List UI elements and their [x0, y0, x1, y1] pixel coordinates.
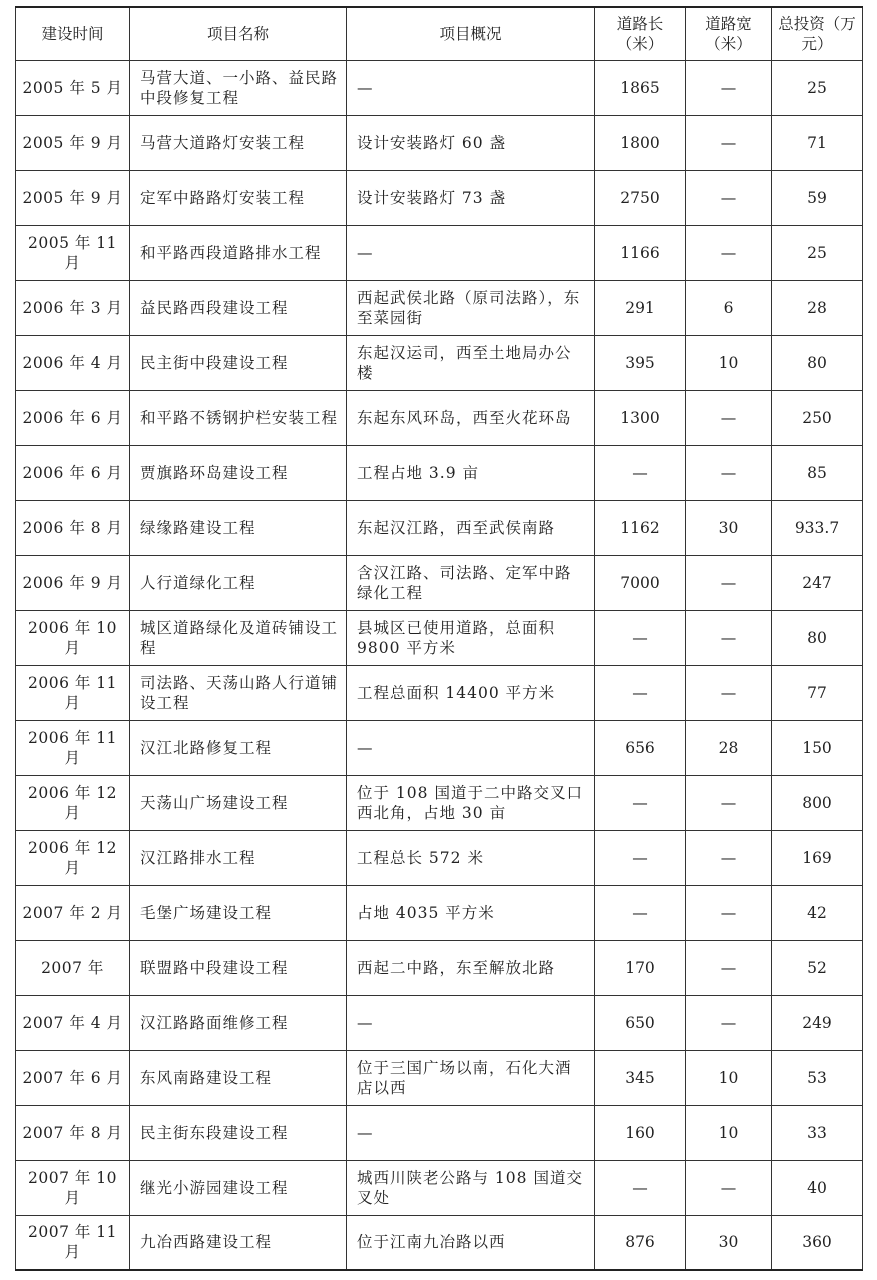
table-row — [16, 390, 863, 445]
cell-project-name: 定军中路路灯安装工程 — [130, 170, 347, 225]
cell-road-width: 30 — [686, 500, 772, 555]
cell-total-investment: 25 — [772, 225, 863, 280]
cell-road-length: 876 — [595, 1215, 686, 1270]
cell-road-length: 1865 — [595, 60, 686, 115]
cell-date: 2006 年 9 月 — [16, 555, 130, 610]
cell-date: 2006 年 12 月 — [16, 775, 130, 830]
cell-road-length: 1300 — [595, 390, 686, 445]
cell-project-overview: 含汉江路、司法路、定军中路绿化工程 — [347, 555, 595, 610]
cell-project-name: 九冶西路建设工程 — [130, 1215, 347, 1270]
cell-total-investment: 25 — [772, 60, 863, 115]
table-row — [16, 60, 863, 115]
header-project-name: 项目名称 — [130, 7, 347, 60]
cell-date: 2006 年 12 月 — [16, 830, 130, 885]
header-road-length: 道路长（米） — [595, 7, 686, 60]
cell-date: 2007 年 2 月 — [16, 885, 130, 940]
cell-road-width: — — [686, 940, 772, 995]
cell-project-overview: 位于江南九冶路以西 — [347, 1215, 595, 1270]
cell-road-length: 345 — [595, 1050, 686, 1105]
cell-project-name: 和平路不锈钢护栏安装工程 — [130, 390, 347, 445]
cell-road-length: — — [595, 665, 686, 720]
cell-date: 2005 年 9 月 — [16, 170, 130, 225]
cell-road-width: 10 — [686, 1105, 772, 1160]
cell-road-length: 1162 — [595, 500, 686, 555]
cell-road-width: — — [686, 610, 772, 665]
cell-date: 2005 年 9 月 — [16, 115, 130, 170]
cell-total-investment: 33 — [772, 1105, 863, 1160]
cell-road-length: 2750 — [595, 170, 686, 225]
cell-road-width: — — [686, 60, 772, 115]
cell-project-name: 汉江路路面维修工程 — [130, 995, 347, 1050]
cell-project-name: 马营大道路灯安装工程 — [130, 115, 347, 170]
table-row — [16, 280, 863, 335]
cell-date: 2007 年 8 月 — [16, 1105, 130, 1160]
cell-project-overview: — — [347, 225, 595, 280]
cell-project-overview: 占地 4035 平方米 — [347, 885, 595, 940]
table-row — [16, 885, 863, 940]
cell-total-investment: 360 — [772, 1215, 863, 1270]
cell-road-width: 30 — [686, 1215, 772, 1270]
table-row — [16, 1160, 863, 1215]
table-row — [16, 115, 863, 170]
cell-project-overview: 设计安装路灯 60 盏 — [347, 115, 595, 170]
cell-project-name: 城区道路绿化及道砖铺设工程 — [130, 610, 347, 665]
cell-road-length: 395 — [595, 335, 686, 390]
cell-total-investment: 53 — [772, 1050, 863, 1105]
table-row — [16, 335, 863, 390]
cell-total-investment: 80 — [772, 610, 863, 665]
cell-date: 2007 年 10 月 — [16, 1160, 130, 1215]
table-body — [16, 60, 863, 1270]
cell-project-overview: 设计安装路灯 73 盏 — [347, 170, 595, 225]
cell-total-investment: 85 — [772, 445, 863, 500]
header-project-overview: 项目概况 — [347, 7, 595, 60]
header-road-width: 道路宽（米） — [686, 7, 772, 60]
cell-road-width: — — [686, 555, 772, 610]
cell-project-overview: 东起汉江路，西至武侯南路 — [347, 500, 595, 555]
cell-project-name: 民主街东段建设工程 — [130, 1105, 347, 1160]
cell-project-overview: 县城区已使用道路，总面积 9800 平方米 — [347, 610, 595, 665]
header-date: 建设时间 — [16, 7, 130, 60]
cell-total-investment: 77 — [772, 665, 863, 720]
cell-project-name: 东风南路建设工程 — [130, 1050, 347, 1105]
cell-road-width: — — [686, 170, 772, 225]
cell-date: 2007 年 6 月 — [16, 1050, 130, 1105]
cell-project-name: 毛堡广场建设工程 — [130, 885, 347, 940]
cell-project-overview: 城西川陕老公路与 108 国道交叉处 — [347, 1160, 595, 1215]
cell-road-width: — — [686, 885, 772, 940]
cell-project-name: 司法路、天荡山路人行道铺设工程 — [130, 665, 347, 720]
table-row — [16, 995, 863, 1050]
cell-total-investment: 800 — [772, 775, 863, 830]
cell-road-width: 10 — [686, 335, 772, 390]
cell-project-overview: — — [347, 1105, 595, 1160]
table-row — [16, 940, 863, 995]
cell-project-overview: 西起武侯北路（原司法路），东至菜园街 — [347, 280, 595, 335]
cell-road-width: 28 — [686, 720, 772, 775]
cell-road-length: 656 — [595, 720, 686, 775]
cell-road-width: 10 — [686, 1050, 772, 1105]
cell-project-name: 联盟路中段建设工程 — [130, 940, 347, 995]
cell-project-name: 贾旗路环岛建设工程 — [130, 445, 347, 500]
table-header-row — [16, 7, 863, 60]
cell-project-overview: 工程总面积 14400 平方米 — [347, 665, 595, 720]
table-row — [16, 1050, 863, 1105]
cell-total-investment: 933.7 — [772, 500, 863, 555]
cell-date: 2006 年 10 月 — [16, 610, 130, 665]
cell-project-overview: 位于三国广场以南，石化大酒店以西 — [347, 1050, 595, 1105]
cell-date: 2007 年 4 月 — [16, 995, 130, 1050]
cell-date: 2007 年 — [16, 940, 130, 995]
cell-project-overview: — — [347, 995, 595, 1050]
table-row — [16, 830, 863, 885]
header-total-investment: 总投资（万元） — [772, 7, 863, 60]
cell-road-width: — — [686, 995, 772, 1050]
cell-road-length: 650 — [595, 995, 686, 1050]
cell-road-length: 1166 — [595, 225, 686, 280]
cell-road-width: — — [686, 390, 772, 445]
cell-road-length: 170 — [595, 940, 686, 995]
cell-road-length: — — [595, 445, 686, 500]
cell-project-overview: 东起汉运司，西至土地局办公楼 — [347, 335, 595, 390]
cell-total-investment: 40 — [772, 1160, 863, 1215]
cell-project-overview: 工程占地 3.9 亩 — [347, 445, 595, 500]
cell-project-overview: — — [347, 60, 595, 115]
table-row — [16, 1215, 863, 1270]
table-row — [16, 555, 863, 610]
cell-project-name: 民主街中段建设工程 — [130, 335, 347, 390]
cell-road-length: — — [595, 610, 686, 665]
cell-project-overview: 位于 108 国道于二中路交叉口西北角，占地 30 亩 — [347, 775, 595, 830]
cell-date: 2006 年 11 月 — [16, 665, 130, 720]
cell-total-investment: 150 — [772, 720, 863, 775]
cell-project-overview: — — [347, 720, 595, 775]
cell-project-name: 绿缘路建设工程 — [130, 500, 347, 555]
cell-road-length: — — [595, 1160, 686, 1215]
table-row — [16, 1105, 863, 1160]
cell-total-investment: 250 — [772, 390, 863, 445]
cell-date: 2006 年 8 月 — [16, 500, 130, 555]
cell-project-overview: 工程总长 572 米 — [347, 830, 595, 885]
cell-project-name: 继光小游园建设工程 — [130, 1160, 347, 1215]
cell-road-width: — — [686, 1160, 772, 1215]
cell-total-investment: 59 — [772, 170, 863, 225]
cell-date: 2005 年 11 月 — [16, 225, 130, 280]
cell-project-name: 汉江北路修复工程 — [130, 720, 347, 775]
cell-project-overview: 西起二中路，东至解放北路 — [347, 940, 595, 995]
cell-total-investment: 249 — [772, 995, 863, 1050]
cell-date: 2006 年 6 月 — [16, 445, 130, 500]
cell-total-investment: 71 — [772, 115, 863, 170]
cell-date: 2006 年 11 月 — [16, 720, 130, 775]
cell-road-length: — — [595, 775, 686, 830]
cell-date: 2007 年 11 月 — [16, 1215, 130, 1270]
table-row — [16, 720, 863, 775]
table-row — [16, 170, 863, 225]
cell-road-width: — — [686, 445, 772, 500]
table-row — [16, 610, 863, 665]
cell-project-name: 汉江路排水工程 — [130, 830, 347, 885]
cell-road-width: — — [686, 115, 772, 170]
cell-total-investment: 80 — [772, 335, 863, 390]
cell-total-investment: 28 — [772, 280, 863, 335]
table-row — [16, 500, 863, 555]
cell-project-name: 马营大道、一小路、益民路中段修复工程 — [130, 60, 347, 115]
cell-road-width: — — [686, 775, 772, 830]
cell-total-investment: 247 — [772, 555, 863, 610]
cell-road-width: 6 — [686, 280, 772, 335]
cell-road-width: — — [686, 830, 772, 885]
cell-total-investment: 52 — [772, 940, 863, 995]
cell-date: 2006 年 3 月 — [16, 280, 130, 335]
cell-road-length: 1800 — [595, 115, 686, 170]
cell-road-width: — — [686, 225, 772, 280]
cell-road-width: — — [686, 665, 772, 720]
cell-project-overview: 东起东风环岛，西至火花环岛 — [347, 390, 595, 445]
table-row — [16, 665, 863, 720]
cell-project-name: 益民路西段建设工程 — [130, 280, 347, 335]
cell-total-investment: 42 — [772, 885, 863, 940]
cell-project-name: 天荡山广场建设工程 — [130, 775, 347, 830]
cell-road-length: — — [595, 885, 686, 940]
cell-road-length: 160 — [595, 1105, 686, 1160]
cell-date: 2005 年 5 月 — [16, 60, 130, 115]
cell-project-name: 人行道绿化工程 — [130, 555, 347, 610]
cell-project-name: 和平路西段道路排水工程 — [130, 225, 347, 280]
cell-date: 2006 年 6 月 — [16, 390, 130, 445]
cell-date: 2006 年 4 月 — [16, 335, 130, 390]
cell-road-length: — — [595, 830, 686, 885]
cell-total-investment: 169 — [772, 830, 863, 885]
cell-road-length: 7000 — [595, 555, 686, 610]
table-row — [16, 225, 863, 280]
table-row — [16, 445, 863, 500]
cell-road-length: 291 — [595, 280, 686, 335]
table-row — [16, 775, 863, 830]
projects-table — [15, 6, 863, 1271]
